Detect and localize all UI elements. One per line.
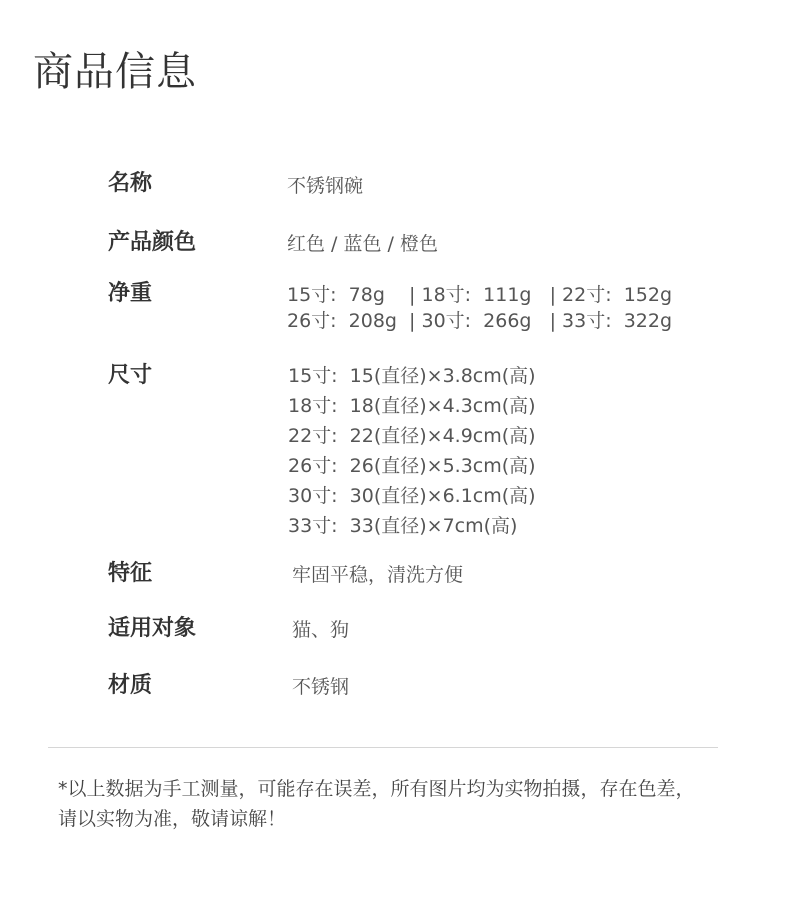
- footnote-line: *以上数据为手工测量，可能存在误差，所有图片均为实物拍摄，存在色差，: [58, 778, 695, 800]
- size-list: [288, 361, 536, 541]
- size-line: 33寸: 33(直径)×7cm(高): [288, 515, 518, 537]
- value-material: 不锈钢: [292, 676, 350, 698]
- size-line: 15寸: 15(直径)×3.8cm(高): [288, 365, 536, 387]
- size-line: 30寸: 30(直径)×6.1cm(高): [288, 485, 536, 507]
- divider: [48, 747, 718, 748]
- value-feature: 牢固平稳，清洗方便: [292, 564, 464, 586]
- size-line: 18寸: 18(直径)×4.3cm(高): [288, 395, 536, 417]
- label-material: 材质: [108, 673, 153, 698]
- value-color: 红色 / 蓝色 / 橙色: [287, 233, 438, 255]
- footnote: [58, 774, 758, 834]
- weight-line: 15寸: 78g | 18寸: 111g | 22寸: 152g: [287, 284, 673, 306]
- label-weight: 净重: [108, 281, 153, 306]
- label-size: 尺寸: [108, 363, 153, 388]
- value-name: 不锈钢碗: [287, 175, 364, 197]
- label-feature: 特征: [108, 561, 153, 586]
- size-line: 26寸: 26(直径)×5.3cm(高): [288, 455, 536, 477]
- weight-list: [287, 282, 672, 334]
- page-title: 商品信息: [33, 49, 197, 95]
- label-name: 名称: [108, 171, 153, 196]
- weight-line: 26寸: 208g | 30寸: 266g | 33寸: 322g: [287, 310, 673, 332]
- label-target: 适用对象: [108, 616, 197, 641]
- label-color: 产品颜色: [108, 230, 197, 255]
- size-line: 22寸: 22(直径)×4.9cm(高): [288, 425, 536, 447]
- footnote-line: 请以实物为准，敬请谅解！: [58, 808, 287, 830]
- value-target: 猫、狗: [292, 619, 350, 641]
